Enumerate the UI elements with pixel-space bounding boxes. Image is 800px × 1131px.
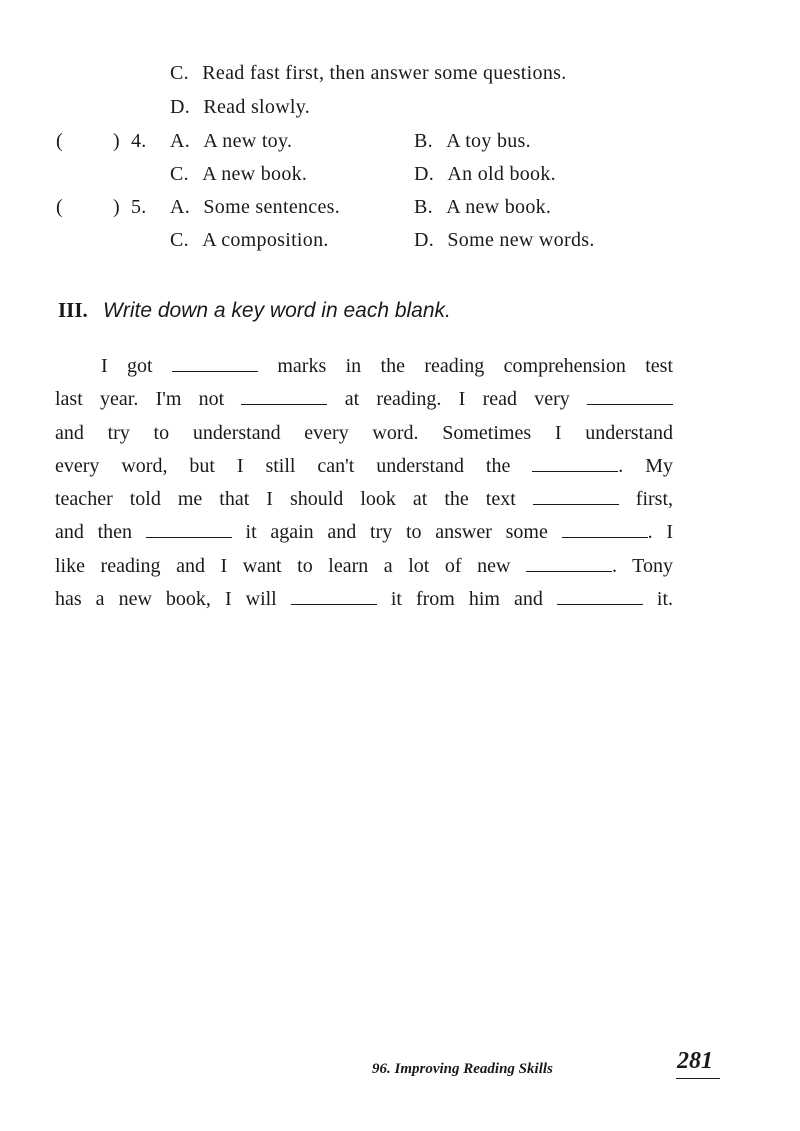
passage-text: it from him and (390, 588, 543, 611)
option-letter: D. (170, 96, 191, 118)
page-number-rule (676, 1078, 720, 1079)
answer-blank-7[interactable] (562, 536, 648, 538)
option-text: A toy bus. (446, 130, 531, 152)
option-text: Read slowly. (203, 96, 311, 118)
passage-line-1 (55, 350, 673, 383)
option-letter: C. (170, 229, 189, 251)
answer-blank-5[interactable] (533, 503, 619, 505)
section-number: III. (58, 298, 88, 322)
option-letter: D. (414, 229, 435, 251)
q3-option-d (170, 96, 310, 119)
passage-text: it again and try to answer some (245, 521, 548, 544)
passage-line-4 (55, 450, 673, 483)
passage-text: it. (656, 588, 674, 611)
q3-option-c (170, 62, 567, 85)
option-letter: B. (414, 130, 433, 152)
answer-blank-6[interactable] (146, 536, 232, 538)
option-letter: A. (170, 196, 191, 218)
option-text: An old book. (447, 163, 556, 185)
passage-text: . I (647, 521, 673, 544)
page-number: 281 (677, 1048, 713, 1074)
option-text: Some sentences. (203, 196, 341, 218)
passage-text: at reading. I read very (344, 388, 570, 411)
passage-text: has a new book, I will (55, 588, 277, 611)
option-letter: D. (414, 163, 435, 185)
answer-blank-8[interactable] (526, 570, 612, 572)
answer-blank-2[interactable] (241, 403, 327, 405)
passage-text: and then (55, 521, 133, 544)
q5-number: 5. (131, 196, 147, 218)
answer-blank-9[interactable] (291, 603, 377, 605)
passage-line-2 (55, 383, 673, 416)
passage-text: and try to understand every word. Sometimes I understand (55, 421, 673, 444)
passage-line-3 (55, 417, 673, 450)
passage-text: . Tony (611, 554, 673, 577)
option-letter: A. (170, 130, 191, 152)
passage-line-5 (55, 483, 673, 516)
q5-answer-paren-open: ( (56, 196, 63, 218)
q4-number: 4. (131, 130, 147, 152)
q4-option-b (414, 130, 531, 153)
lesson-title: 96. Improving Reading Skills (372, 1061, 553, 1077)
passage-text: last year. I'm not (55, 388, 225, 411)
option-letter: B. (414, 196, 433, 218)
passage-text: . My (618, 454, 673, 477)
answer-blank-10[interactable] (557, 603, 643, 605)
option-letter: C. (170, 163, 189, 185)
option-text: Some new words. (447, 229, 595, 251)
q4-option-a (170, 130, 292, 153)
passage-text: first, (635, 488, 674, 511)
q5-option-a (170, 196, 340, 219)
passage-text: every word, but I still can't understand the (55, 454, 511, 477)
section-title: Write down a key word in each blank. (103, 299, 451, 322)
q4-answer-paren-close: ) (113, 130, 120, 152)
passage-text: teacher told me that I should look at the text (55, 488, 516, 511)
passage-line-8 (55, 583, 673, 616)
answer-blank-4[interactable] (532, 470, 618, 472)
q4-answer-paren-open: ( (56, 130, 63, 152)
passage-text: like reading and I want to learn a lot of new (55, 554, 511, 577)
option-text: A new book. (446, 196, 552, 218)
passage-text: marks in the reading comprehension test (277, 355, 673, 377)
q4-option-d (414, 163, 556, 186)
q4-option-c (170, 163, 307, 186)
q5-option-c (170, 229, 329, 252)
answer-blank-3[interactable] (587, 403, 673, 405)
q5-option-b (414, 196, 551, 219)
option-letter: C. (170, 62, 189, 84)
passage-line-6 (55, 516, 673, 549)
q5-option-d (414, 229, 595, 252)
section-heading (58, 298, 451, 323)
option-text: A new toy. (203, 130, 293, 152)
option-text: A new book. (202, 163, 308, 185)
cloze-passage (55, 350, 673, 616)
option-text: A composition. (202, 229, 329, 251)
passage-line-7 (55, 550, 673, 583)
q5-answer-paren-close: ) (113, 196, 120, 218)
passage-text: I got (101, 355, 153, 377)
answer-blank-1[interactable] (172, 370, 258, 372)
option-text: Read fast first, then answer some questions. (202, 62, 567, 84)
